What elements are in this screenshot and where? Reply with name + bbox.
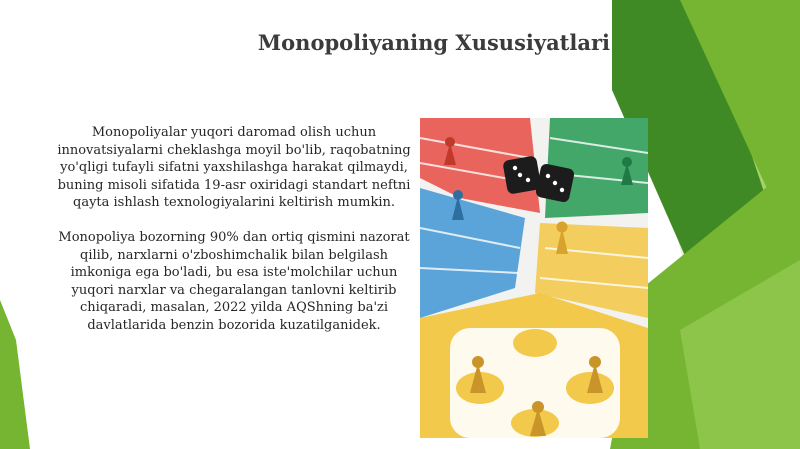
slide-body-text	[48, 124, 420, 352]
paragraph-pricing: Monopoliya bozorning 90% dan ortiq qismini nazorat qilib, narxlarni o'zboshimchalik bilan belgilash imkoniga ega bo'ladi, bu esa iste'molchilar uchun yuqori narxlar va chegaralangan tanlovni keltirib chiqaradi, masalan, 2022 yilda AQShning ba'zi davlatlarida benzin bozorida kuzatilganidek.	[58, 229, 410, 333]
deco-left-corner	[0, 300, 30, 449]
slide-title: Monopoliyaning Xususiyatlari	[257, 30, 610, 55]
paragraph-innovation: Monopoliyalar yuqori daromad olish uchun innovatsiyalarni cheklashga moyil bo'lib, raqobatning yo'qligi tufayli sifatni yaxshilashga harakat qilmaydi, buning misoli sifatida 19-asr oxiridagi standart neftni qayta ishlash texnologiyalarini keltirish mumkin.	[57, 125, 411, 211]
board-game-photo	[420, 118, 648, 438]
board-game-illustration	[420, 118, 648, 438]
